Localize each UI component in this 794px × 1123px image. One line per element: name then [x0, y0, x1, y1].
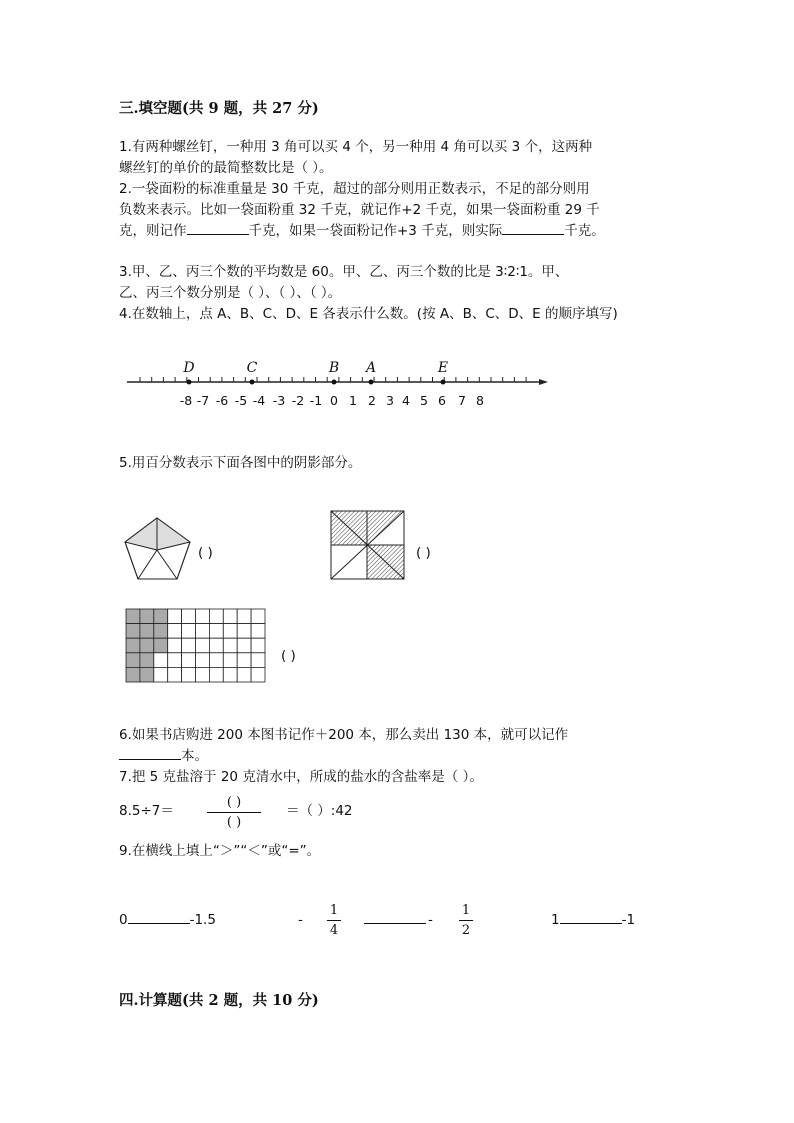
- grid-cell: [196, 609, 210, 624]
- grid-cell: [182, 638, 196, 653]
- q3-line2: 乙、丙三个数分别是（ ）、（ ）、（ ）。: [119, 285, 342, 301]
- grid-cell: [237, 609, 251, 624]
- square-figure: [331, 511, 404, 579]
- grid-figure: [126, 609, 265, 682]
- tick-label: -8: [179, 393, 193, 408]
- grid-cell: [237, 653, 251, 668]
- grid-cell: [168, 638, 182, 653]
- grid-cell: [126, 624, 140, 639]
- grid-cell: [154, 624, 168, 639]
- point-label-E: E: [437, 360, 449, 376]
- q7-text: 7.把 5 克盐溶于 20 克清水中，所成的盐水的含盐率是（ ）。: [119, 769, 483, 785]
- grid-cell: [140, 609, 154, 624]
- grid-cell: [251, 624, 265, 639]
- grid-cell: [209, 638, 223, 653]
- tick-label: 5: [420, 393, 428, 408]
- tick-label: -2: [291, 393, 305, 408]
- tick-label: 4: [402, 393, 410, 408]
- q6-line2-text: 本。: [181, 748, 208, 764]
- grid-cell: [182, 609, 196, 624]
- grid-cell: [168, 667, 182, 682]
- grid-cell: [196, 638, 210, 653]
- point-label-D: D: [183, 360, 195, 376]
- grid-cell: [209, 653, 223, 668]
- grid-cell: [168, 609, 182, 624]
- q5-answer-paren-3[interactable]: ( ): [281, 648, 296, 664]
- q9-compare-c: [551, 910, 635, 931]
- q5-text: 5.用百分数表示下面各图中的阴影部分。: [119, 455, 362, 471]
- q9-c-left: 1: [551, 912, 560, 928]
- q2-line2: 负数来表示。比如一袋面粉重 32 千克，就记作+2 千克，如果一袋面粉重 29 千: [119, 202, 600, 218]
- grid-cell: [196, 667, 210, 682]
- tick-label: -7: [196, 393, 210, 408]
- grid-cell: [223, 624, 237, 639]
- grid-cell: [140, 638, 154, 653]
- tick-label: -5: [234, 393, 248, 408]
- q9-b-minus-2: -: [428, 912, 433, 928]
- grid-cell: [251, 638, 265, 653]
- grid-cell: [196, 653, 210, 668]
- q1-line1: 1.有两种螺丝钉，一种用 3 角可以买 4 个，另一种用 4 角可以买 3 个，这两种: [119, 139, 593, 155]
- point-label-A: A: [365, 360, 377, 376]
- tick-label: -1: [309, 393, 323, 408]
- section-title: 三.填空题(共 9 题，共 27 分): [119, 100, 319, 117]
- grid-cell: [182, 653, 196, 668]
- tick-label: 6: [438, 393, 446, 408]
- pentagon-figure: [125, 518, 190, 579]
- q8-fraction: [207, 795, 261, 830]
- point-label-C: C: [246, 360, 258, 376]
- q9-a-right: -1.5: [189, 912, 216, 928]
- grid-cell: [140, 653, 154, 668]
- tick-label: 0: [330, 393, 338, 408]
- grid-cell: [126, 653, 140, 668]
- point-label-B: B: [328, 360, 340, 376]
- q2-line3-b: 千克，如果一袋面粉记作+3 千克，则实际: [248, 223, 503, 239]
- compare-blank[interactable]: [128, 911, 190, 924]
- grid-cell: [182, 624, 196, 639]
- grid-cell: [223, 638, 237, 653]
- answer-blank[interactable]: [119, 747, 181, 760]
- q2-line1: 2.一袋面粉的标准重量是 30 千克，超过的部分则用正数表示，不足的部分则用: [119, 181, 590, 197]
- tick-label: 3: [386, 393, 394, 408]
- q9-text: 9.在横线上填上“＞”“＜”或“=”。: [119, 843, 321, 859]
- grid-cell: [209, 609, 223, 624]
- q9-a-left: 0: [119, 912, 128, 928]
- grid-cell: [223, 667, 237, 682]
- grid-cell: [223, 609, 237, 624]
- q2-line3-a: 克，则记作: [119, 223, 187, 239]
- grid-cell: [251, 653, 265, 668]
- q9-b-den2: 2: [461, 923, 471, 938]
- grid-cell: [154, 667, 168, 682]
- tick-label: 2: [368, 393, 376, 408]
- grid-cell: [126, 609, 140, 624]
- q5-answer-paren-2[interactable]: ( ): [416, 545, 431, 561]
- grid-cell: [154, 609, 168, 624]
- q6-line2: [119, 746, 208, 767]
- q9-compare-a: [119, 910, 216, 931]
- grid-cell: [154, 638, 168, 653]
- tick-label: -3: [272, 393, 286, 408]
- grid-cell: [140, 667, 154, 682]
- q8-left: 8.5÷7＝: [119, 803, 174, 819]
- grid-cell: [223, 653, 237, 668]
- grid-cell: [251, 667, 265, 682]
- grid-cell: [168, 624, 182, 639]
- q9-b-num1: 1: [329, 903, 339, 918]
- grid-cell: [237, 667, 251, 682]
- q9-b-den1: 4: [329, 923, 339, 938]
- grid-cell: [168, 653, 182, 668]
- tick-label: 1: [349, 393, 357, 408]
- grid-cell: [182, 667, 196, 682]
- grid-cell: [237, 638, 251, 653]
- grid-cell: [251, 609, 265, 624]
- grid-cell: [209, 667, 223, 682]
- q8-right: ＝（ ）:42: [286, 803, 353, 819]
- section-title: 四.计算题(共 2 题，共 10 分): [119, 992, 319, 1009]
- grid-cell: [126, 667, 140, 682]
- grid-cell: [209, 624, 223, 639]
- q4-text: 4.在数轴上，点 A、B、C、D、E 各表示什么数。(按 A、B、C、D、E 的顺序填写): [119, 306, 618, 322]
- q9-b-minus-1: -: [298, 912, 303, 928]
- q3-line1: 3.甲、乙、丙三个数的平均数是 60。甲、乙、丙三个数的比是 3∶2∶1。甲、: [119, 264, 569, 280]
- q5-answer-paren-1[interactable]: ( ): [198, 545, 213, 561]
- tick-label: 7: [458, 393, 466, 408]
- q9-b-fraction-1: [327, 903, 341, 938]
- q9-b-fraction-2: [459, 903, 473, 938]
- compare-blank[interactable]: [560, 911, 622, 924]
- grid-cell: [154, 653, 168, 668]
- q6-line1: 6.如果书店购进 200 本图书记作＋200 本，那么卖出 130 本，就可以记作: [119, 727, 569, 743]
- q1-line2: 螺丝钉的单价的最简整数比是（ ）。: [119, 160, 333, 176]
- q8-denominator[interactable]: ( ): [226, 815, 242, 830]
- grid-cell: [126, 638, 140, 653]
- tick-label: 8: [476, 393, 484, 408]
- q9-c-right: -1: [621, 912, 636, 928]
- q2-line3-c: 千克。: [564, 223, 605, 239]
- grid-cell: [196, 624, 210, 639]
- q9-b-blank[interactable]: [364, 910, 426, 931]
- grid-cell: [237, 624, 251, 639]
- q8-numerator[interactable]: ( ): [226, 795, 242, 810]
- tick-label: -4: [252, 393, 266, 408]
- tick-label: -6: [215, 393, 229, 408]
- grid-cell: [140, 624, 154, 639]
- q9-b-num2: 1: [461, 903, 471, 918]
